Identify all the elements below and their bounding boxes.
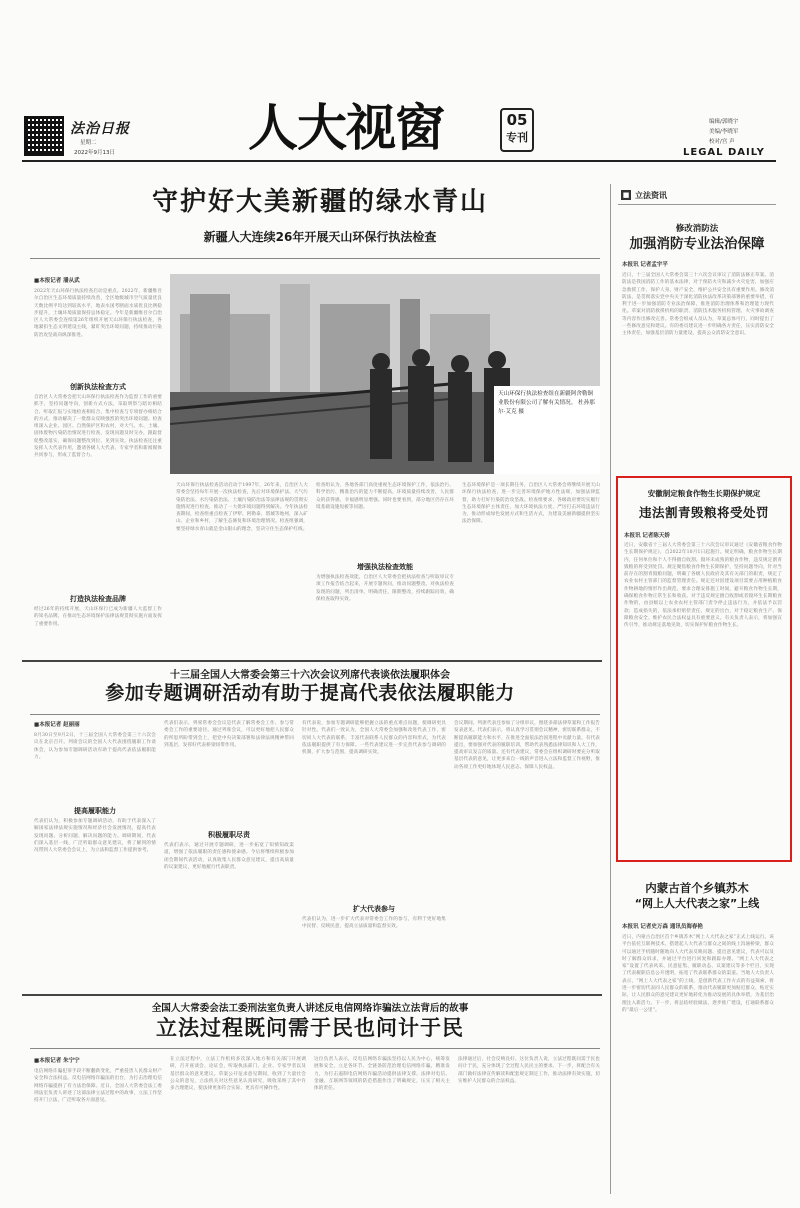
lead-rule — [30, 258, 600, 259]
lead-section-1: 创新执法检查方式 — [70, 383, 126, 391]
middle-body-1: 8月30日至9月2日，十三届全国人大常委会第三十六次会议在北京召开。列席会议的全国人大代表围绕履职工作谈体会，认为参加专题调研活动有助于提高代表依法履职能力。 — [34, 733, 156, 760]
lead-body-1: 2022年天山环保行执法检查启动是重点。2022年，新疆维吾尔自治区生态环境质量持续改善，全区地级城市空气质量优良天数比例平均达到较高水平，地表水国考断面水质优良比例稳步提升，土壤环境质量保持总体稳定。今年是新疆维吾尔自治区人大常委会连续第26年组织开展天山环保行执法检查，各地紧扣生态文明建设主线，紧盯突出环境问题，持续推动污染防治攻坚战向纵深推进。 — [34, 289, 162, 338]
weekday: 星期二 — [80, 140, 97, 146]
lead-body-7: 生态环境保护是一项长期任务，自治区人大常委会将继续开展天山环保行执法检查，进一步完善环境保护地方性法规，加强法律监督，助力打好污染防治攻坚战。检查组要求，各级政府要切实履行生态环境保护主体责任，加大环境执法力度，严厉打击环境违法行为，推动形成绿色发展方式和生活方式，为建设美丽新疆提供坚实法治保障。 — [462, 483, 600, 525]
boxed-kicker: 安徽制定粮食作物生长期保护规定 — [647, 489, 761, 498]
middle-headline: 参加专题调研活动有助于提高代表依法履职能力 — [105, 682, 515, 704]
boxed-byline: 本报讯 记者陈天娇 — [624, 533, 670, 539]
neimenggu-byline: 本报讯 记者史万森 通讯员海春艳 — [622, 924, 703, 930]
bottom-body-2: 在立法过程中，立法工作机构多次深入地方和有关部门开展调研，召开座谈会、论证会，听取执法部门、企业、专家学者以及基层群众的意见建议。草案公开征求意见期间，收到了大量社会公众的意见，立法机关对这些意见认真研究，吸收采纳了其中许多合理建议，使法律更加符合实际、更具有可操作性。 — [170, 1057, 306, 1092]
lead-body-6: 为增强执法检查效能，自治区人大常委会把执法检查与听取审议专项工作报告结合起来，开展专题询问，推动问题整改。对执法检查发现的问题，列出清单，明确责任，限期整改，持续跟踪问效，确保检查取得实效。 — [316, 575, 454, 602]
bottom-byline: ■本报记者 朱宁宁 — [34, 1058, 80, 1064]
photo-credit: 杜孙那尔·艾克 摄 — [498, 400, 595, 415]
boxed-body: 近日，安徽省十三届人大常委会第三十六次会议审议通过《安徽省粮食作物生长期保护规定》，自2022年10月1日起施行。规定明确，粮食作物生长期内，任何单位和个人不得擅自收割、毁坏未成熟的粮食作物，违反规定割青毁粮的将受到处罚。规定聚焦粮食作物生长期保护，坚持问题导向，针对当前存在的割青毁粮问题，明确了各级人民政府及其有关部门的职责，规定了农业农村主管部门的监督管理责任。规定还对因建设项目需要占用种植粮食作物耕地的情形作出规范，要求合理安排施工时间，避开粮食作物生长期，确保粮食作物正常生长和收获。对于违反规定擅自收割或者毁坏生长期粮食作物的，由县级以上农业农村主管部门责令停止违法行为，并依法予以罚款；造成损失的，依法承担赔偿责任。规定的出台，对于稳定粮食生产、保障粮食安全、维护农民合法权益具有重要意义。有关负责人表示，将加强宣传引导，推动规定落地见效，切实保护好粮食作物生长。 — [624, 543, 782, 629]
lead-section-3: 打造执法检查品牌 — [70, 595, 126, 603]
qr-code[interactable] — [24, 116, 64, 156]
masthead-rule — [22, 160, 776, 162]
date: 2022年9月13日 — [74, 150, 115, 156]
neimenggu-headline-1: 内蒙古首个乡镇苏木 — [645, 881, 749, 895]
bottom-body-1: 电信网络诈骗犯罪手段不断翻新变化，严重侵害人民群众财产安全和合法权益。反电信网络诈骗法的出台，为打击治理电信网络诈骗提供了有力法治保障。近日，全国人大常委会法工委刑法室负责人讲述了这部法律立法过程中的故事，立法工作坚持开门立法，广泛听取各方面意见。 — [34, 1069, 162, 1104]
page-number-box — [500, 108, 534, 152]
right-headline: 加强消防专业法治保障 — [629, 236, 765, 252]
middle-body-6: 代表们认为，进一步扩大代表对常委会工作的参与，有利于更好地集中民智、反映民意，提高立法质量和监督实效。 — [302, 917, 446, 930]
neimenggu-headline-2: “网上人大代表之家”上线 — [634, 897, 760, 910]
right-body: 近日，十三届全国人大常委会第三十六次会议审议了消防法修正草案。消防法是我国消防工作的基本法律，对于预防火灾和减少火灾危害，加强应急救援工作，保护人身、财产安全，维护公共安全具有重要作用。修改消防法，是贯彻落实党中央关于深化消防执法改革决策部署的重要举措，有利于进一步加强消防专业法治保障，推进消防治理体系和治理能力现代化。草案对消防救援机构的职责、消防技术服务机构管理、火灾事故调查等内容作出修改完善。常委会组成人员认为，草案总体可行，同时提出了一些修改意见和建议。有的委员建议进一步明确各方责任，压实消防安全主体责任，加强基层消防力量建设，提高公众消防安全意识。 — [622, 273, 774, 337]
middle-bottom-rule — [22, 994, 602, 996]
proofreader-credit: 校对/宫 声 — [709, 139, 735, 145]
bottom-body-4: 法律通过后，社会反响良好。这位负责人说，立法过程既问需于民也问计于民，充分体现了全过程人民民主的要求。下一步，将配合有关部门做好法律宣传解读和配套规定制定工作，推动法律有效实施，切实维护人民群众的合法权益。 — [458, 1057, 600, 1084]
middle-section-3: 扩大代表参与 — [353, 905, 395, 913]
lead-body-4: 天山环保行执法检查活动启动于1997年，26年来，自治区人大常委会坚持每年开展一次执法检查，先后对环境保护法、大气污染防治法、水污染防治法、土壤污染防治法等法律法规的贯彻实施情况进行检查，推动了一大批环境问题得到解决。今年执法检查期间，检查组重点检查了伊犁、阿勒泰、塔城等地州，深入矿山、企业和乡村，了解生态修复和环境治理情况。检查组强调，要坚持绿水青山就是金山银山的理念，坚决守住生态保护红线。 — [176, 483, 308, 532]
middle-body-4: 代表们表示，通过开展专题调研，进一步拓宽了知情知政渠道，增强了依法履职的责任感和使命感。今后将继续积极参加闭会期间代表活动，认真收集人民群众意见建议，提出高质量的议案建议，更好地履行代表职责。 — [164, 843, 294, 870]
lead-body-3: 经过26年的持续开展，天山环保行已成为新疆人大监督工作的知名品牌，在推动生态环境保护法律法规贯彻实施方面发挥了重要作用。 — [34, 607, 162, 627]
middle-section-1: 提高履职能力 — [74, 807, 116, 815]
lead-headline: 守护好大美新疆的绿水青山 — [151, 187, 488, 217]
right-byline: 本报讯 记者孟宇平 — [622, 262, 668, 268]
middle-body-3: 代表们表示，列席常委会会议是代表了解常委会工作、参与常委会工作的重要途径。通过列席会议，可以更好地把人民群众的所思所盼带到会上，把党中央决策部署和法律法规精神带回到基层，发挥好代表桥梁纽带作用。 — [164, 721, 294, 748]
english-paper-name: LEGAL DAILY — [683, 147, 765, 158]
lead-bottom-rule — [22, 660, 602, 662]
editor-credit: 编辑/郭晓宇 — [709, 119, 739, 125]
lead-subhead: 新疆人大连续26年开展天山环保行执法检查 — [203, 230, 437, 244]
page-number: 05 — [506, 111, 528, 129]
bottom-rule — [30, 1048, 600, 1049]
middle-rule — [30, 714, 600, 715]
section-title: 人大视窗 — [248, 99, 444, 157]
bottom-body-3: 这位负责人表示，反电信网络诈骗法坚持以人民为中心，统筹发展和安全，立足各环节、全链条防范治理电信网络诈骗，精准发力，为打击遏制电信网络诈骗活动提供法律支撑。法律对电信、金融、互联网等领域的防范措施作出了明确规定，压实了相关主体的责任。 — [314, 1057, 450, 1092]
lead-body-5: 检查组认为，各地各部门高度重视生态环境保护工作，依法治污、科学治污、精准治污的能力不断提高，环境质量持续改善，人民群众的获得感、幸福感明显增强。同时也要看到，部分地区仍存在环境基础设施短板等问题。 — [316, 483, 454, 510]
news-label-icon: ■ — [622, 191, 630, 199]
page-kind: 专刊 — [506, 131, 528, 144]
lead-byline: ■本报记者 潘从武 — [34, 278, 80, 284]
paper-name: 法治日报 — [70, 121, 130, 137]
photo-scene — [170, 274, 600, 474]
middle-body-5: 有代表说，参加专题调研能够把握立法的重点难点问题，使调研更具针对性。代表们一致认为，全国人大常委会加强和改进代表工作，密切同人大代表的联系，丰富代表联系人民群众的内容和形式，为代表依法履职提供了有力保障。一些代表建议进一步完善代表参与调研的机制，扩大参与范围，提高调研实效。 — [302, 721, 446, 756]
middle-body-7: 会议期间，列席代表还参加了分组审议，围绕多部法律草案和工作报告发表意见。代表们表示，将认真学习贯彻会议精神，密切联系群众，不断提高履职能力和水平，在推进全面依法治国进程中贡献力量。有代表提出，要加强对代表的履职培训，帮助代表熟悉法律知识和人大工作，提高审议发言的质量。还有代表建议，常委会在组织调研时要充分听取基层代表的意见，让更多来自一线的声音进入立法和监督工作视野，推动各项工作更好地体现人民意志、保障人民权益。 — [454, 721, 600, 770]
right-kicker: 修改消防法 — [675, 224, 719, 234]
middle-section-2: 积极履职尽责 — [208, 831, 250, 839]
news-label: 立法资讯 — [635, 191, 667, 200]
middle-body-2: 代表们认为，积极参加专题调研活动，有助于代表深入了解国家法律法规实施情况和经济社会发展情况，提高代表发现问题、分析问题、解决问题的能力。调研期间，代表们深入基层一线，广泛听取群众意见建议，将了解到的情况带到人大常委会会议上，为立法和监督工作提供参考。 — [34, 819, 156, 854]
main-column-divider — [610, 184, 611, 1194]
neimenggu-body: 近日，内蒙古自治区首个乡镇苏木“网上人大代表之家”正式上线运行。该平台依托互联网技术，搭建起人大代表与群众之间的线上沟通桥梁，群众可以通过手机随时随地向人大代表反映问题、提出意见建议，代表可以及时了解群众诉求，并通过平台进行回复和跟踪办理。“网上人大代表之家”设置了代表风采、民意征集、履职动态、议案建议等多个栏目，实现了代表履职信息公开透明，拓宽了代表联系群众的渠道。当地人大负责人表示，“网上人大代表之家”的上线，是创新代表工作方式的有益探索，将进一步密切代表同人民群众的联系，推动代表履职更加贴近群众、贴近实际，让人民群众的意见建议更好地转化为推动发展的具体举措，为基层治理注入新活力。下一步，将总结经验做法，逐步推广建设，打通联系群众的“最后一公里”。 — [622, 935, 774, 1013]
photo-caption — [498, 390, 596, 417]
boxed-headline: 违法割青毁粮将受处罚 — [638, 505, 769, 520]
lead-photo — [170, 274, 600, 474]
art-editor-credit: 美编/李晓军 — [709, 129, 739, 135]
bottom-kicker: 全国人大常委会法工委刑法室负责人讲述反电信网络诈骗法立法背后的故事 — [151, 1003, 469, 1014]
middle-byline: ■本报记者 赵丽丽 — [34, 722, 80, 728]
lead-section-2: 增强执法检查效能 — [357, 563, 413, 571]
photo-caption-text: 天山环保行执法检查组在新疆阿舍勒铜业股份有限公司了解有关情况。 — [498, 391, 594, 406]
news-label-rule — [618, 204, 776, 205]
middle-kicker: 十三届全国人大常委会第三十六次会议列席代表谈依法履职体会 — [170, 670, 450, 681]
boxed-story — [616, 476, 792, 862]
lead-body-2: 自治区人大常委会把天山环保行执法检查作为监督工作的重要抓手，坚持问题导向，创新方式方法，采取明察与暗访相结合、听取汇报与实地检查相结合、集中检查与专项督办相结合的方式，推动解决了一批群众反映强烈的突出环境问题。检查组深入企业、园区、自然保护区和农村，对大气、水、土壤、固体废物污染防治情况进行检查，发现问题及时交办，跟踪督促整改落实，确保问题整改到位、见到实效。执法检查还注重发挥人大代表作用，邀请各级人大代表、专家学者和新闻媒体共同参与，形成了监督合力。 — [34, 395, 162, 459]
bottom-headline: 立法过程既问需于民也问计于民 — [156, 1016, 464, 1040]
